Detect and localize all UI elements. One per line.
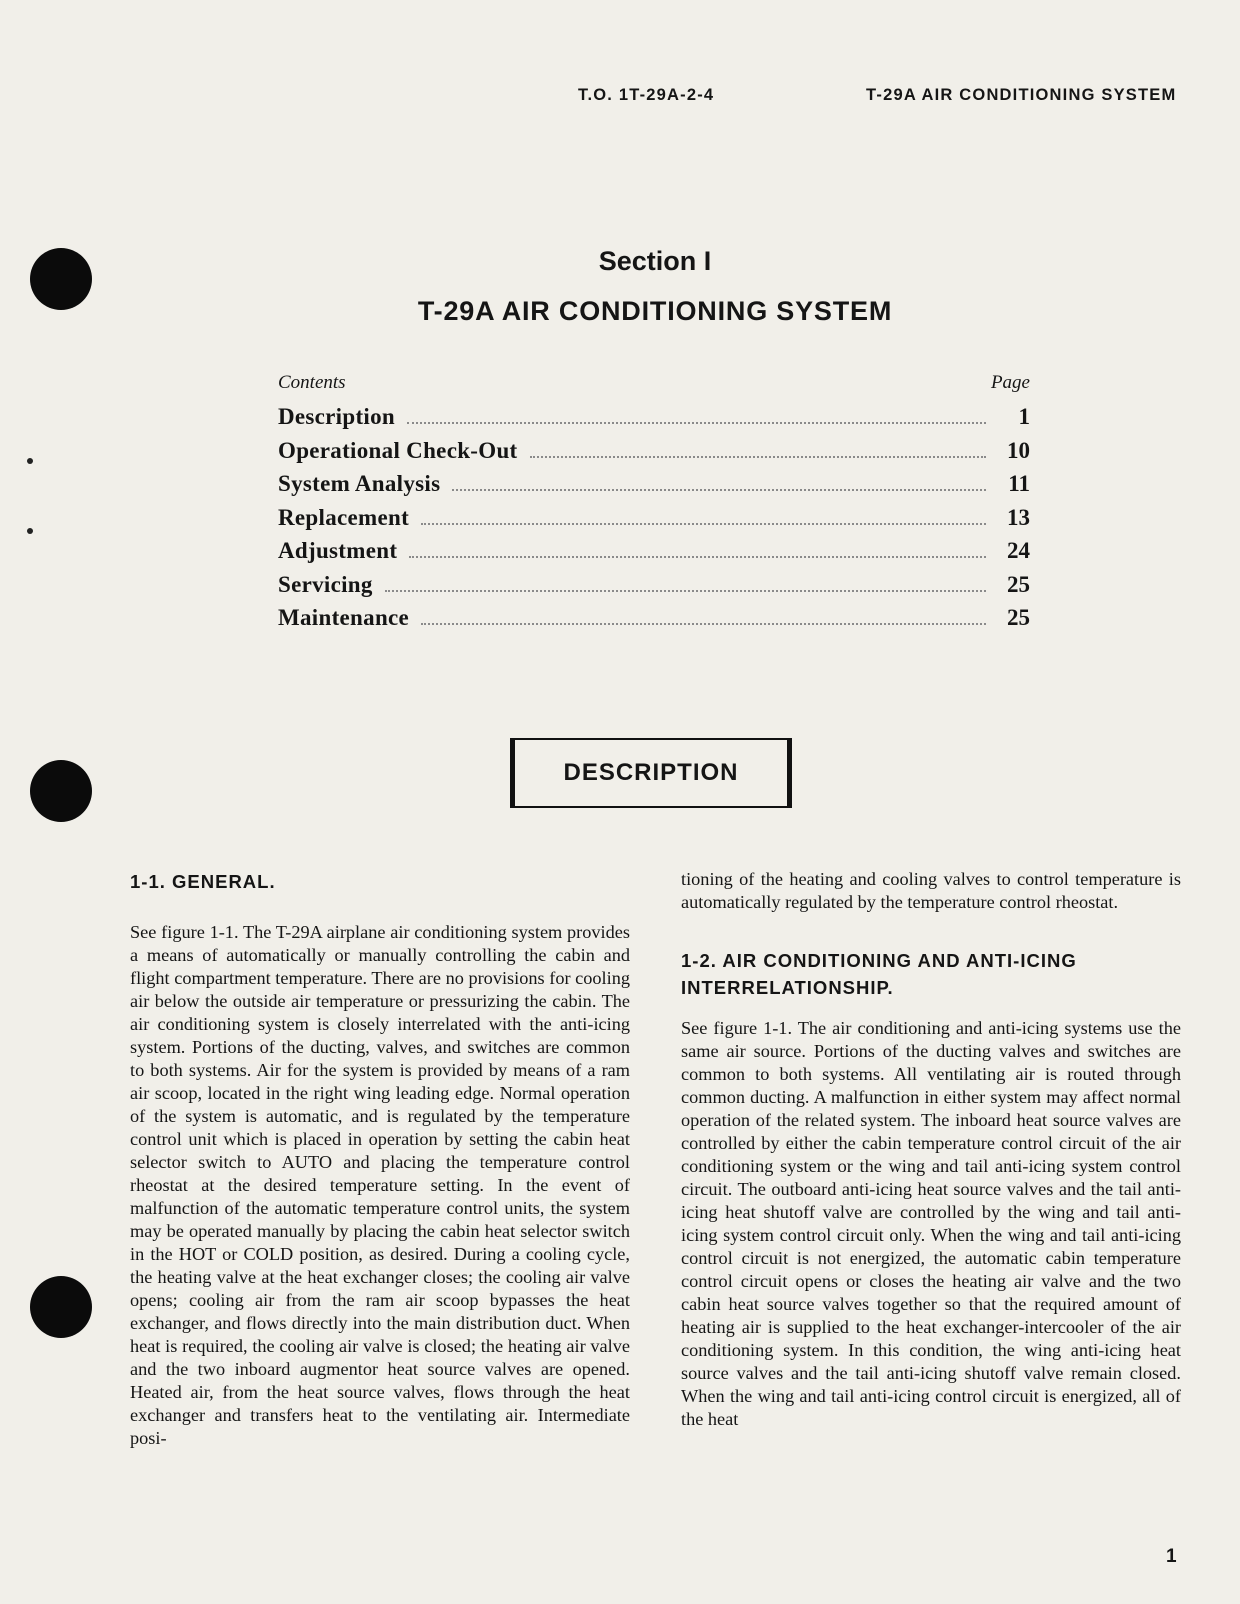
punch-hole-middle xyxy=(30,760,92,822)
leader-dots xyxy=(385,590,986,592)
punch-hole-bottom xyxy=(30,1276,92,1338)
leader-dots xyxy=(421,623,986,625)
contents-item-page: 13 xyxy=(1007,504,1030,530)
leader-dots xyxy=(407,422,986,424)
contents-item-label: Servicing xyxy=(278,571,373,597)
contents-item-page: 1 xyxy=(1018,404,1030,429)
contents-item-page: 25 xyxy=(1007,571,1030,597)
speck-mark xyxy=(27,458,33,464)
contents-item-page: 10 xyxy=(1007,437,1030,463)
contents-table xyxy=(278,372,1030,639)
leader-dots xyxy=(409,556,986,558)
contents-heading: Contents xyxy=(278,372,346,393)
contents-item[interactable] xyxy=(278,404,1030,438)
contents-item-label: Description xyxy=(278,404,396,429)
section-number: Section I xyxy=(598,246,712,276)
contents-item-label: System Analysis xyxy=(278,471,441,496)
right-column xyxy=(681,868,1181,1454)
contents-item[interactable] xyxy=(278,505,1030,539)
leader-dots xyxy=(421,523,986,525)
contents-item[interactable] xyxy=(278,438,1030,472)
leader-dots xyxy=(452,489,986,491)
contents-item-label: Replacement xyxy=(278,504,410,530)
contents-item-label: Operational Check-Out xyxy=(278,437,518,463)
contents-item[interactable] xyxy=(278,471,1030,505)
page-heading: Page xyxy=(990,372,1030,393)
running-title: T-29A AIR CONDITIONING SYSTEM xyxy=(866,86,1177,104)
contents-item[interactable] xyxy=(278,538,1030,572)
contents-item[interactable] xyxy=(278,572,1030,606)
leader-dots xyxy=(530,456,987,458)
paragraph-body: See figure 1-1. The T-29A airplane air conditioning system provides a means of automatically or manually controlling the cabin and flight compartment temperature. There are no provisions for cooling air below the outside air temperature or pressurizing the cabin. The air conditioning system is closely interrelated with the anti-icing system. Portions of the ducting, valves, and switches are common to both systems. Air for the system is provided by means of a ram air scoop, located in the right wing leading edge. Normal operation of the system is automatic, and is regulated by the temperature control unit which is placed in operation by setting the cabin heat selector switch to AUTO and placing the temperature control rheostat at the desired temperature setting. In the event of malfunction of the automatic temperature control units, the system may be operated manually by placing the cabin heat selector switch in the HOT or COLD position, as desired. During a cooling cycle, the heating valve at the heat exchanger closes; the cooling air valve opens; cooling air from the ram air scoop bypasses the heat exchanger, and flows directly into the main distribution duct. When heat is required, the cooling air valve is closed; the heating air valve and the two inboard augmentor heat source valves are opened. Heated air, from the heat source valves, flows through the heat exchanger and transfers heat to the ventilating air. Intermediate posi- xyxy=(130,922,630,1448)
description-title: DESCRIPTION xyxy=(563,759,739,786)
contents-item-page: 24 xyxy=(1007,538,1030,563)
contents-item[interactable] xyxy=(278,605,1030,639)
paragraph-body: See figure 1-1. The air conditioning and anti-icing systems use the same air source. Portions of the ducting valves and switches are common to both systems. All ventilating air is routed through common ducting. A malfunction in either system may affect normal operation of the related system. The inboard heat source valves are controlled by either the cabin temperature control circuit of the air conditioning system or the wing and tail anti-icing system control circuit. The outboard anti-icing heat source valves and the tail anti-icing heat shutoff valve are controlled by the wing and tail anti-icing system control circuit only. When the wing and tail anti-icing control circuit is not energized, the automatic cabin temperature control circuit opens or closes the heating air valve and the two cabin heat source valves together so that the required amount of heating air is supplied to the heat exchanger-intercooler of the air conditioning system. In this condition, the wing anti-icing heat source valves and the tail anti-icing shutoff valve remain closed. When the wing and tail anti-icing control circuit is energized, all of the heat xyxy=(681,1018,1181,1429)
contents-item-page: 11 xyxy=(1008,471,1030,496)
contents-header xyxy=(278,372,1030,404)
page-number: 1 xyxy=(1166,1546,1177,1567)
contents-item-label: Adjustment xyxy=(278,538,398,563)
section-title: T-29A AIR CONDITIONING SYSTEM xyxy=(417,296,893,326)
doc-number: T.O. 1T-29A-2-4 xyxy=(578,86,715,104)
speck-mark xyxy=(27,528,33,534)
description-box xyxy=(510,738,792,808)
contents-item-page: 25 xyxy=(1007,605,1030,630)
left-column xyxy=(130,868,630,1473)
contents-item-label: Maintenance xyxy=(278,605,410,630)
paragraph-heading: 1-1. GENERAL. xyxy=(130,871,276,892)
paragraph-heading: 1-2. AIR CONDITIONING AND ANTI-ICING INTERRELATIONSHIP. xyxy=(681,950,1077,998)
paragraph-continued: tioning of the heating and cooling valves to control temperature is automatically regulated by the temperature control rheostat. xyxy=(681,869,1181,912)
